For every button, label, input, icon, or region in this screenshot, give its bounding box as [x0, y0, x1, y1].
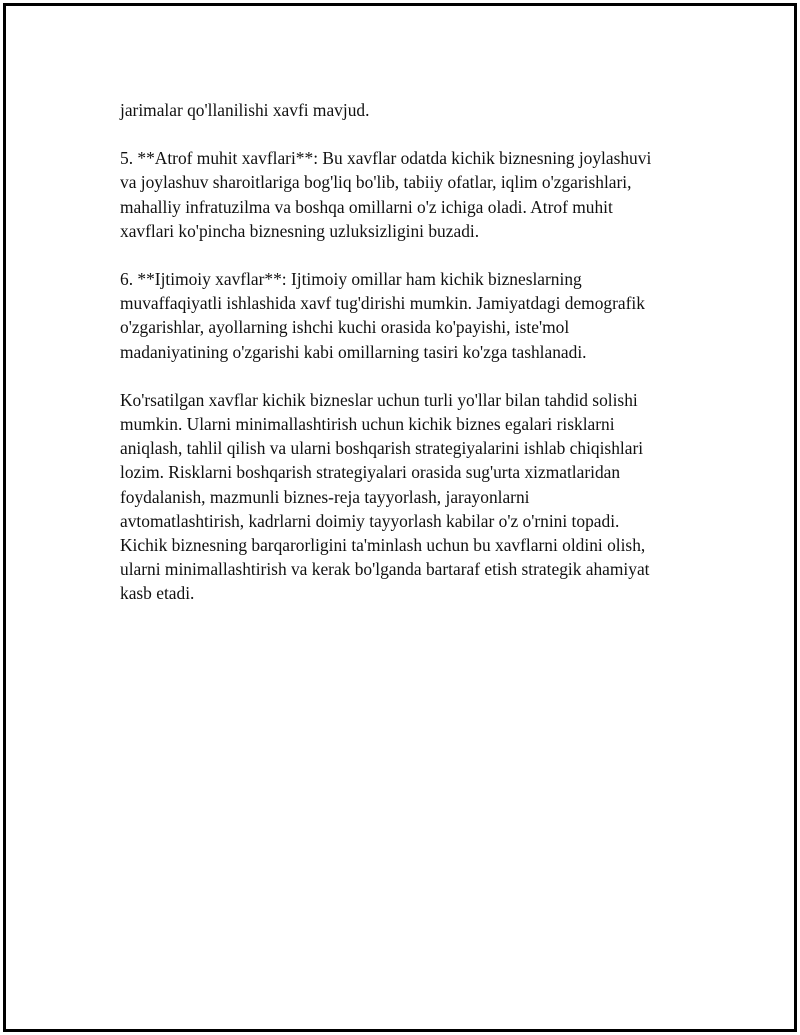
text-line: lozim. Risklarni boshqarish strategiyalari orasida sug'urta xizmatlaridan [120, 462, 621, 483]
paragraph-conclusion [120, 388, 700, 606]
text-line: xavflari ko'pincha biznesning uzluksizligini buzadi. [120, 220, 480, 241]
text-line: jarimalar qo'llanilishi xavfi mavjud. [120, 100, 370, 120]
text-line: o'zgarishlar, ayollarning ishchi kuchi orasida ko'payishi, iste'mol [120, 317, 570, 338]
text-line: avtomatlashtirish, kadrlarni doimiy tayyorlash kabilar o'z o'rnini topadi. [120, 510, 620, 531]
paragraph-continuation [120, 98, 700, 122]
text-line: Kichik biznesning barqarorligini ta'minlash uchun bu xavflarni oldini olish, [120, 535, 646, 556]
paragraph-environmental-risks [120, 146, 700, 243]
text-line: mahalliy infratuzilma va boshqa omillarni o'z ichiga oladi. Atrof muhit [120, 196, 613, 217]
text-line: ularni minimallashtirish va kerak bo'lganda bartaraf etish strategik ahamiyat [120, 559, 650, 580]
text-line: muvaffaqiyatli ishlashida xavf tug'dirishi mumkin. Jamiyatdagi demografik [120, 293, 645, 314]
text-line: 6. **Ijtimoiy xavflar**: Ijtimoiy omillar ham kichik bizneslarning [120, 269, 582, 290]
text-line: Ko'rsatilgan xavflar kichik bizneslar uchun turli yo'llar bilan tahdid solishi [120, 389, 638, 410]
text-line: foydalanish, mazmunli biznes-reja tayyorlash, jarayonlarni [120, 486, 530, 507]
document-page [3, 3, 797, 1032]
text-line: 5. **Atrof muhit xavflari**: Bu xavflar odatda kichik biznesning joylashuvi [120, 148, 652, 169]
text-line: va joylashuv sharoitlariga bog'liq bo'lib, tabiiy ofatlar, iqlim o'zgarishlari, [120, 172, 632, 193]
text-line: madaniyatining o'zgarishi kabi omillarning tasiri ko'zga tashlanadi. [120, 341, 587, 362]
text-line: kasb etadi. [120, 583, 195, 604]
text-line: aniqlash, tahlil qilish va ularni boshqarish strategiyalarini ishlab chiqishlari [120, 438, 644, 459]
text-line: mumkin. Ularni minimallashtirish uchun kichik biznes egalari risklarni [120, 414, 615, 435]
paragraph-social-risks [120, 267, 700, 364]
document-body [120, 98, 700, 630]
